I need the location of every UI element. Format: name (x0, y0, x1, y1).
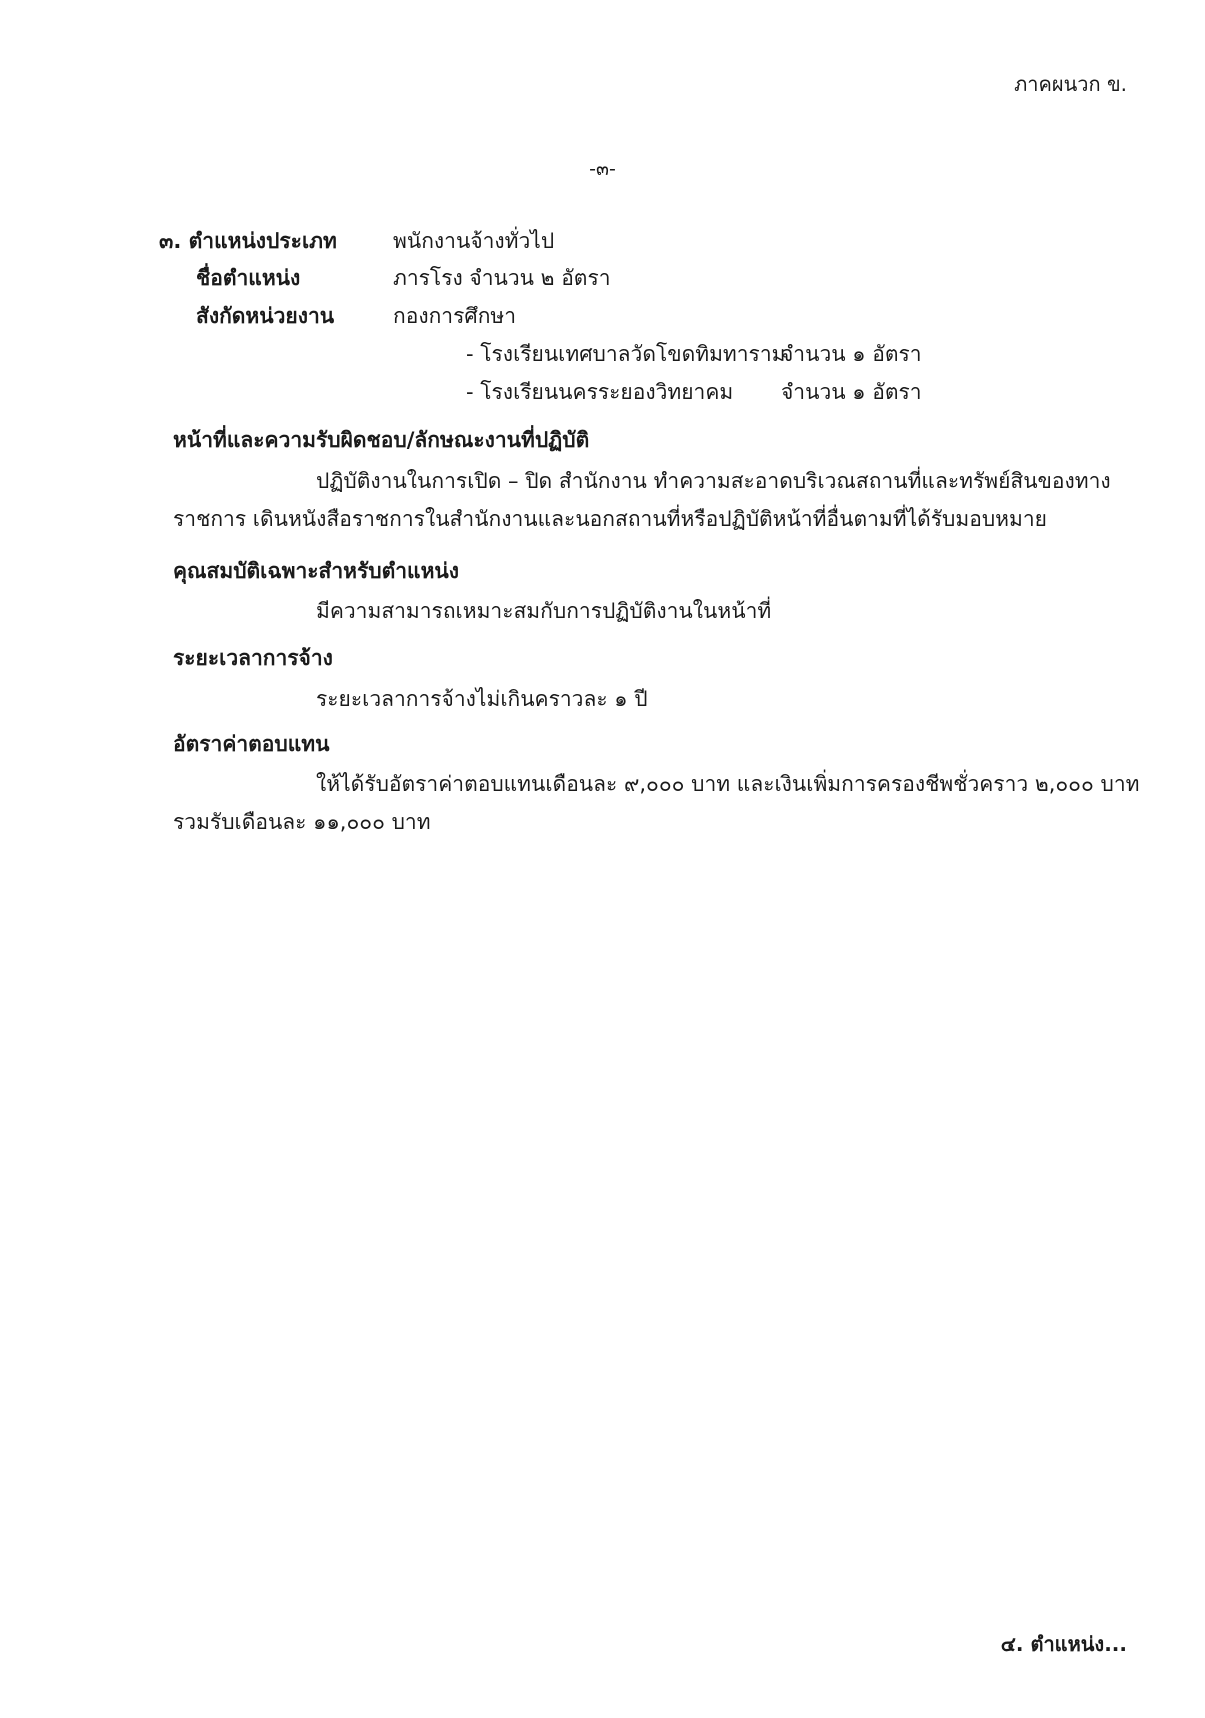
compensation-heading: อัตราค่าตอบแทน (173, 732, 330, 756)
position-type-label: ๓. ตำแหน่งประเภท (159, 229, 337, 253)
unit-value: กองการศึกษา (393, 304, 517, 328)
school-item-name: - โรงเรียนเทศบาลวัดโขดทิมทาราม (466, 342, 786, 366)
qualifications-text: มีความสามารถเหมาะสมกับการปฏิบัติงานในหน้าที่ (316, 599, 772, 623)
compensation-line-1: ให้ได้รับอัตราค่าตอบแทนเดือนละ ๙,๐๐๐ บาท และเงินเพิ่มการครองชีพชั่วคราว ๒,๐๐๐ บาท (316, 772, 1140, 796)
next-page-catchword: ๔. ตำแหน่ง... (1000, 1632, 1127, 1656)
school-item-count: จำนวน ๑ อัตรา (781, 342, 922, 366)
duties-line-1: ปฏิบัติงานในการเปิด – ปิด สำนักงาน ทำความสะอาดบริเวณสถานที่และทรัพย์สินของทาง (316, 469, 1111, 493)
compensation-line-2: รวมรับเดือนละ ๑๑,๐๐๐ บาท (173, 810, 431, 834)
appendix-label: ภาคผนวก ข. (1014, 72, 1127, 96)
position-name-label: ชื่อตำแหน่ง (196, 266, 301, 290)
unit-label: สังกัดหน่วยงาน (196, 304, 335, 328)
position-name-value: ภารโรง จำนวน ๒ อัตรา (393, 266, 611, 290)
page-number: -๓- (589, 158, 616, 180)
qualifications-heading: คุณสมบัติเฉพาะสำหรับตำแหน่ง (173, 559, 460, 583)
position-type-value: พนักงานจ้างทั่วไป (393, 229, 555, 253)
school-item-count: จำนวน ๑ อัตรา (781, 380, 922, 404)
employment-period-text: ระยะเวลาการจ้างไม่เกินคราวละ ๑ ปี (316, 687, 648, 711)
school-item-name: - โรงเรียนนครระยองวิทยาคม (466, 380, 734, 404)
duties-line-2: ราชการ เดินหนังสือราชการในสำนักงานและนอกสถานที่หรือปฏิบัติหน้าที่อื่นตามที่ได้รับมอบหมาย (173, 507, 1047, 531)
duties-heading: หน้าที่และความรับผิดชอบ/ลักษณะงานที่ปฏิบัติ (173, 428, 590, 452)
employment-period-heading: ระยะเวลาการจ้าง (173, 646, 333, 670)
